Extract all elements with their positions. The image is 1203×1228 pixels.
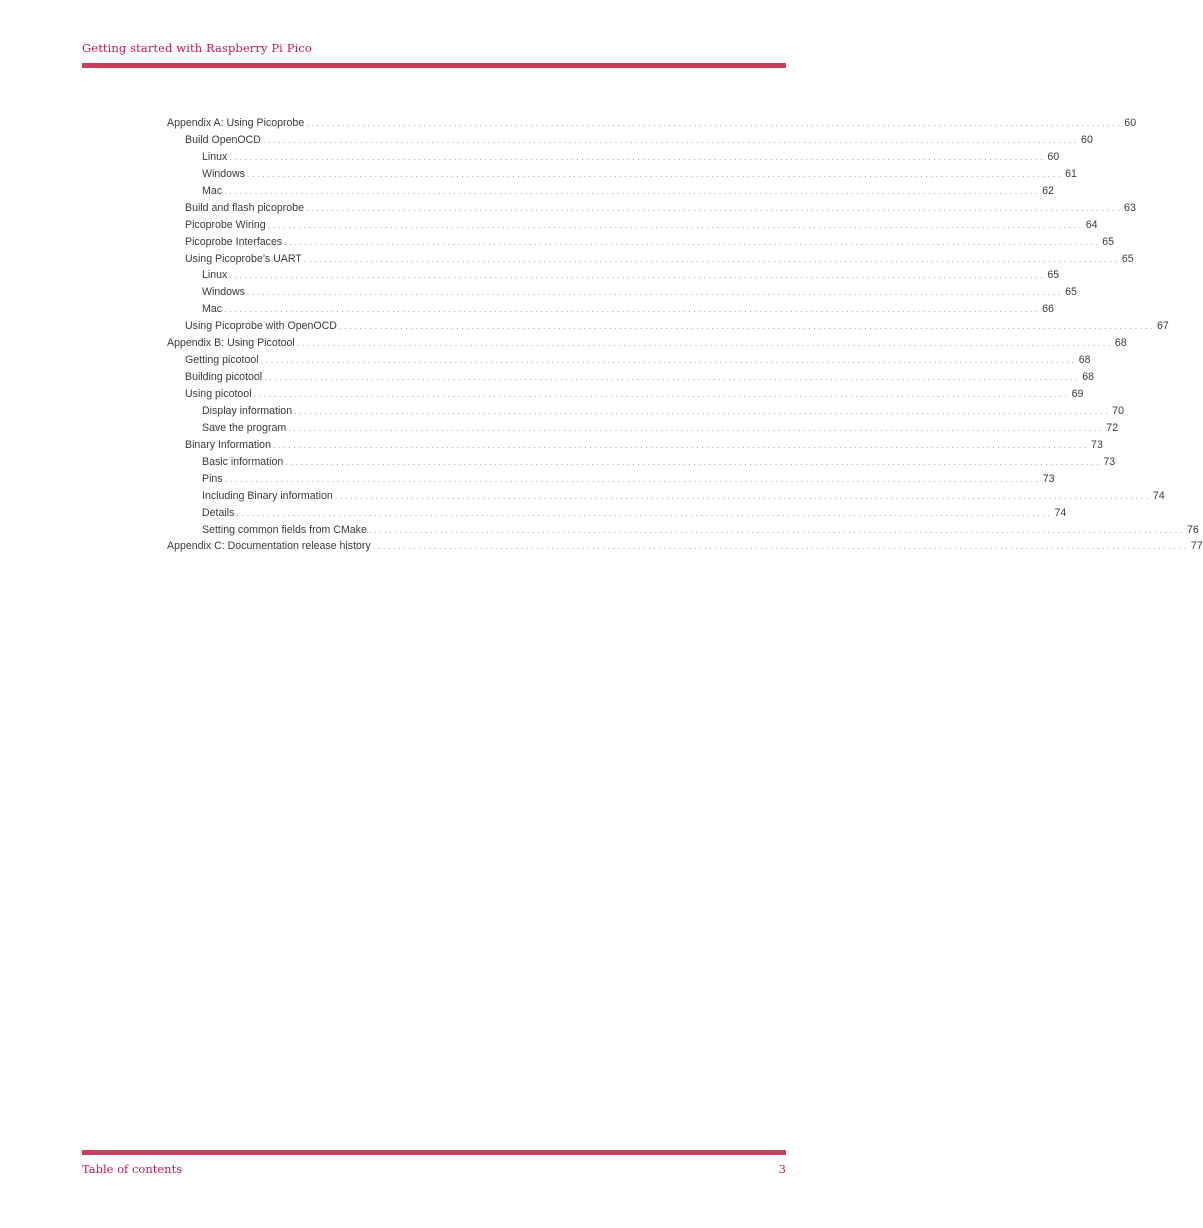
toc-dot-leader: ................................................................................................................................................................ [224,473,1041,484]
toc-entry-page: 73 [1103,455,1116,468]
header-rule [82,63,786,68]
toc-entry-page: 60 [1081,133,1093,146]
toc-dot-leader: ................................................................................................................................................................ [294,405,1111,416]
toc-dot-leader: ................................................................................................................................................................ [305,202,1123,213]
toc-entry-title: Pins [202,472,223,485]
toc-entry-page: 63 [1124,201,1136,214]
toc-entry-page: 68 [1078,354,1091,367]
toc-dot-leader: ................................................................................................................................................................ [368,524,1185,535]
toc-entry[interactable] [167,167,1077,185]
toc-entry[interactable] [167,303,1054,320]
toc-entry-page: 68 [1114,337,1127,350]
toc-entry-title: Building picotool [185,371,263,384]
toc-entry[interactable] [167,472,1055,490]
toc-entry-page: 74 [1152,489,1165,502]
toc-entry-title: Appendix B: Using Picotool [167,337,295,350]
toc-entry-title: Windows [202,286,245,299]
footer-rule [82,1150,786,1155]
toc-dot-leader: ................................................................................................................................................................ [306,118,1123,128]
toc-entry-title: Appendix A: Using Picoprobe [167,117,305,129]
toc-dot-leader: ................................................................................................................................................................ [246,168,1064,179]
toc-dot-leader: ................................................................................................................................................................ [334,490,1151,501]
toc-entry-title: Save the program [202,421,287,434]
toc-entry-page: 61 [1065,167,1077,180]
toc-entry-page: 77 [1190,540,1203,553]
toc-entry-page: 73 [1042,472,1055,485]
toc-entry[interactable] [167,235,1115,253]
toc-entry-page: 66 [1042,303,1054,316]
toc-entry-title: Including Binary information [202,489,333,502]
toc-entry[interactable] [167,421,1119,439]
toc-dot-leader: ................................................................................................................................................................ [264,372,1081,383]
toc-entry-page: 72 [1106,421,1119,434]
toc-dot-leader: ................................................................................................................................................................ [262,134,1080,145]
running-header-title: Getting started with Raspberry Pi Pico [82,41,312,55]
toc-dot-leader: ................................................................................................................................................................ [224,304,1041,315]
toc-entry[interactable] [167,523,1199,541]
toc-entry-page: 65 [1102,235,1115,248]
toc-dot-leader: ................................................................................................................................................................ [285,456,1102,467]
toc-dot-leader: ................................................................................................................................................................ [253,389,1070,399]
toc-entry-title: Basic information [202,455,284,468]
toc-dot-leader: ................................................................................................................................................................ [296,338,1113,349]
toc-dot-leader: ................................................................................................................................................................ [284,236,1101,247]
toc-entry-title: Picoprobe Wiring [185,218,266,231]
toc-entry-page: 65 [1121,252,1134,265]
toc-entry-title: Getting picotool [185,354,259,367]
toc-entry-title: Windows [202,167,245,180]
toc-entry-title: Appendix C: Documentation release history [167,540,371,553]
toc-dot-leader: ................................................................................................................................................................ [338,321,1155,332]
toc-entry-title: Details [202,506,235,519]
toc-entry[interactable] [167,286,1077,303]
toc-dot-leader: ................................................................................................................................................................ [246,287,1064,298]
toc-entry-page: 64 [1085,218,1098,231]
toc-entry-title: Mac [202,184,223,197]
toc-dot-leader: ................................................................................................................................................................ [229,151,1046,162]
toc-entry[interactable] [167,218,1098,236]
toc-entry-title: Using Picoprobe’s UART [185,252,302,265]
toc-entry[interactable] [167,371,1095,388]
toc-entry-page: 73 [1091,438,1103,451]
toc-entry[interactable] [167,252,1134,270]
footer-section-label: Table of contents [82,1162,183,1176]
toc-entry[interactable] [167,184,1054,202]
toc-entry[interactable] [167,150,1060,168]
toc-entry[interactable] [167,201,1136,219]
toc-dot-leader: ................................................................................................................................................................ [372,541,1189,552]
toc-entry[interactable] [167,354,1091,371]
toc-entry[interactable] [167,455,1116,473]
toc-entry-page: 74 [1054,506,1067,519]
toc-entry-page: 67 [1157,320,1169,333]
toc-entry[interactable] [167,269,1060,286]
toc-entry-title: Build and flash picoprobe [185,201,304,214]
toc-dot-leader: ................................................................................................................................................................ [260,355,1077,366]
footer-page-number: 3 [778,1162,786,1176]
toc-entry-title: Linux [202,269,228,282]
toc-entry-title: Picoprobe Interfaces [185,235,283,248]
toc-entry-title: Linux [202,150,228,163]
toc-entry[interactable] [167,337,1127,354]
toc-entry[interactable] [167,117,1137,134]
toc-entry-title: Build OpenOCD [185,133,261,146]
toc-entry-title: Mac [202,303,223,316]
toc-entry[interactable] [167,404,1124,422]
toc-dot-leader: ................................................................................................................................................................ [272,439,1090,450]
toc-entry-page: 60 [1047,150,1060,163]
toc-entry-title: Display information [202,404,293,417]
toc-entry[interactable] [167,506,1067,524]
toc-dot-leader: ................................................................................................................................................................ [229,270,1046,281]
toc-entry-page: 65 [1047,269,1060,282]
toc-entry-page: 60 [1124,117,1137,129]
toc-entry-title: Setting common fields from CMake [202,523,367,536]
table-of-contents [167,117,1203,557]
toc-entry[interactable] [167,438,1103,456]
toc-entry-page: 62 [1042,184,1054,197]
toc-dot-leader: ................................................................................................................................................................ [288,422,1105,433]
toc-entry[interactable] [167,388,1084,405]
toc-entry-page: 68 [1082,371,1095,384]
toc-entry[interactable] [167,540,1203,557]
toc-entry-page: 69 [1071,388,1084,400]
toc-dot-leader: ................................................................................................................................................................ [224,185,1041,196]
toc-entry-title: Using Picoprobe with OpenOCD [185,320,337,333]
toc-dot-leader: ................................................................................................................................................................ [303,253,1120,264]
toc-entry-page: 76 [1186,523,1199,536]
toc-entry-title: Binary Information [185,438,271,451]
toc-entry[interactable] [167,320,1169,337]
toc-entry-page: 65 [1065,286,1077,299]
toc-entry-page: 70 [1112,404,1124,417]
toc-dot-leader: ................................................................................................................................................................ [236,507,1053,518]
toc-entry[interactable] [167,133,1093,151]
toc-entry[interactable] [167,489,1165,507]
toc-dot-leader: ................................................................................................................................................................ [267,219,1084,230]
toc-entry-title: Using picotool [185,388,252,400]
